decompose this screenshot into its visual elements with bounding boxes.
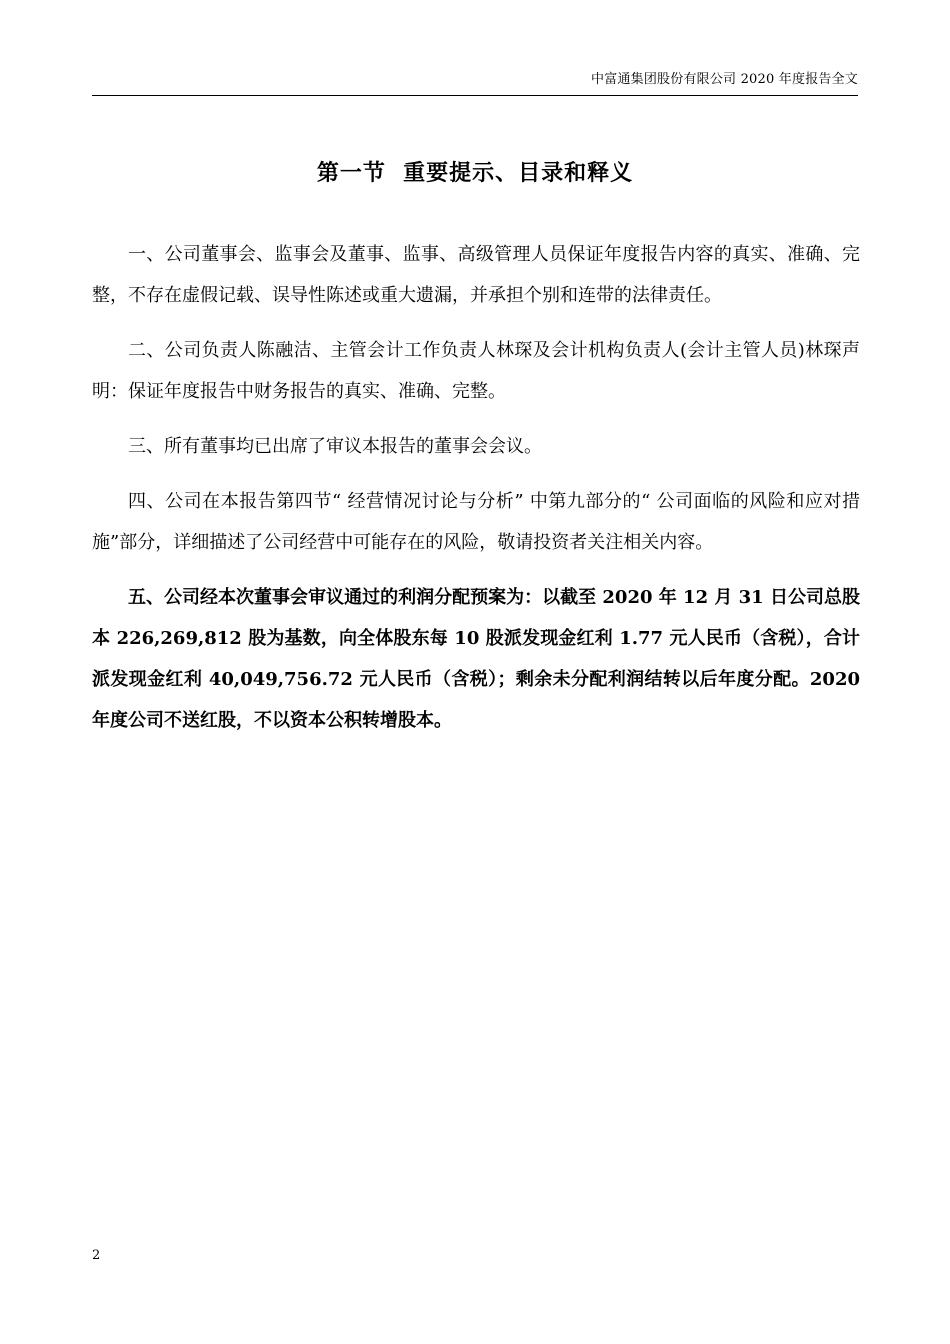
header-divider [92, 95, 858, 96]
notice-paragraph-4: 四、公司在本报告第四节“ 经营情况讨论与分析” 中第九部分的“ 公司面临的风险和应对措施”部分，详细描述了公司经营中可能存在的风险，敬请投资者关注相关内容。 [92, 491, 860, 553]
notice-body [92, 234, 860, 755]
notice-paragraph-2: 二、公司负责人陈融洁、主管会计工作负责人林琛及会计机构负责人(会计主管人员)林琛声明：保证年度报告中财务报告的真实、准确、完整。 [92, 340, 860, 402]
page-number: 2 [92, 1248, 101, 1263]
section-title: 第一节 重要提示、目录和释义 [316, 160, 634, 186]
running-header: 中富通集团股份有限公司 2020 年度报告全文 [591, 72, 858, 87]
notice-paragraph-1: 一、公司董事会、监事会及董事、监事、高级管理人员保证年度报告内容的真实、准确、完整，不存在虚假记载、误导性陈述或重大遗漏，并承担个别和连带的法律责任。 [92, 244, 860, 306]
profit-distribution-paragraph: 五、公司经本次董事会审议通过的利润分配预案为：以截至 2020 年 12 月 31 日公司总股本 226,269,812 股为基数，向全体股东每 10 股派发现金红利 1.77 元人民币（含税），合计派发现金红利 40,049,756.72 元人民币（含税）；剩余未分配利润结转以后年度分配。2020 年度公司不送红股，不以资本公积转增股本。 [92, 587, 860, 731]
notice-paragraph-3: 三、所有董事均已出席了审议本报告的董事会会议。 [128, 436, 542, 457]
